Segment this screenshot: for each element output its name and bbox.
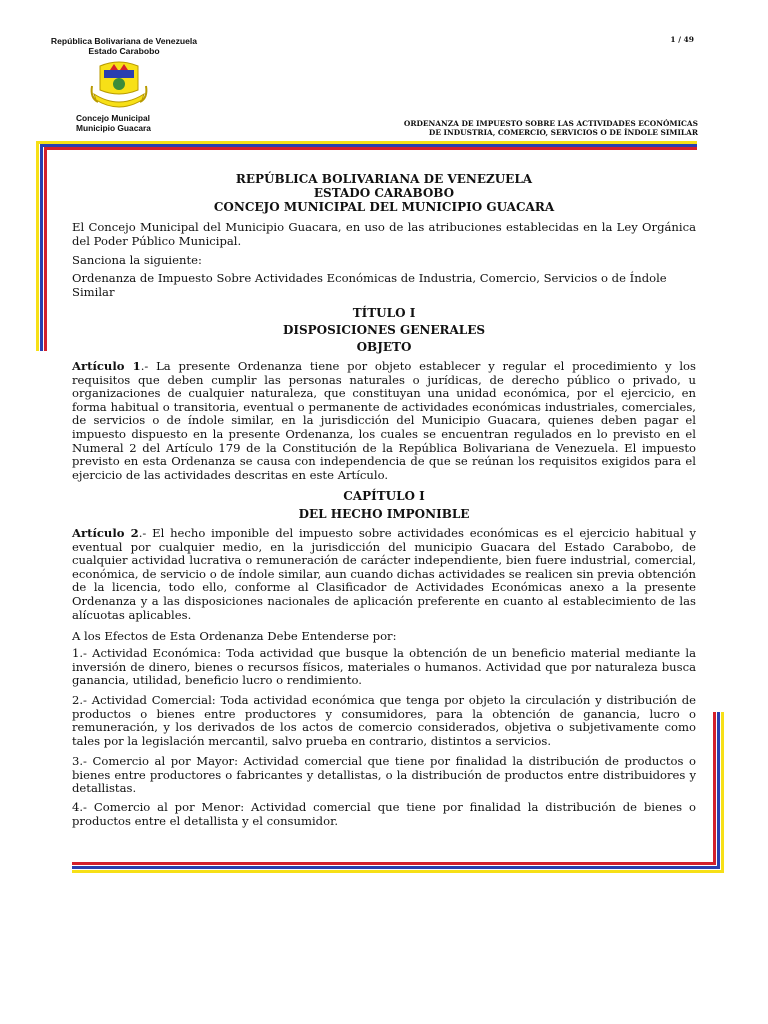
ordinance-name-paragraph: Ordenanza de Impuesto Sobre Actividades Económicas de Industria, Comercio, Servicios o de Índole Similar (72, 271, 667, 299)
frame-left-yellow (36, 141, 39, 351)
header-council-line2: Municipio Guacara (76, 123, 151, 133)
definition-2: 2.- Actividad Comercial: Toda actividad económica que tenga por objeto la circulación y distribución de productos o bienes entre productores y consumidores, para la obtención de ganancia, lucro o remuneración, y los derivados de los actos de comercio considerados, objetiva o subjetivamente como tales por la legislación mercantil, salvo prueba en contrario, distintos a servicios. (72, 693, 696, 748)
frame-right-red (713, 712, 716, 865)
frame-top-red (44, 147, 697, 150)
frame-left-blue (40, 144, 43, 351)
chapter-heading: CAPÍTULO I (343, 489, 425, 503)
frame-top-yellow (36, 141, 697, 144)
frame-top-blue (40, 144, 697, 147)
frame-bottom-red (72, 862, 716, 865)
frame-right-blue (717, 712, 720, 869)
article-2-text: .- El hecho imponible del impuesto sobre actividades económicas es el ejercicio habitual y eventual por cualquier medio, en la jurisdicción del municipio Guacara del Estado Carabobo, de cualquier actividad lucrativa o remuneración de carácter independiente, bien fuere industrial, comercial, económica, de servicio o de índole similar, aun cuando dichas actividades se realicen sin previa obtención de la licencia, todo ello, conforme al Clasificador de Actividades Económicas anexo a la presente Ordenanza y a las disposiciones nacionales de aplicación preferente en cuanto al establecimiento de las alícuotas aplicables. (72, 526, 696, 622)
efectos-paragraph: A los Efectos de Esta Ordenanza Debe Entenderse por: (72, 629, 397, 643)
frame-left-red (44, 147, 47, 351)
frame-right-yellow (721, 712, 724, 873)
chapter-name-heading: DEL HECHO IMPONIBLE (298, 507, 470, 521)
heading-republic: REPÚBLICA BOLIVARIANA DE VENEZUELA (235, 172, 533, 186)
heading-council: CONCEJO MUNICIPAL DEL MUNICIPIO GUACARA (213, 200, 555, 214)
definition-4: 4.- Comercio al por Menor: Actividad comercial que tiene por finalidad la distribución de bienes o productos entre el detallista y el consumidor. (72, 800, 696, 828)
header-council-line1: Concejo Municipal (76, 113, 150, 123)
article-2-label: Artículo 2 (72, 526, 139, 540)
sanciona-paragraph: Sanciona la siguiente: (72, 253, 202, 267)
header-state: Estado Carabobo (88, 46, 160, 56)
title-heading: TÍTULO I (352, 306, 416, 320)
article-2-paragraph (72, 527, 696, 622)
header-republic: República Bolivariana de Venezuela (50, 36, 198, 46)
ordinance-header-line1: ORDENANZA DE IMPUESTO SOBRE LAS ACTIVIDADES ECONÓMICAS (403, 119, 698, 128)
heading-state: ESTADO CARABOBO (313, 186, 455, 200)
frame-bottom-blue (72, 866, 720, 869)
ordinance-header-line2: DE INDUSTRIA, COMERCIO, SERVICIOS O DE ÍNDOLE SIMILAR (428, 128, 698, 137)
definition-1: 1.- Actividad Económica: Toda actividad que busque la obtención de un beneficio material mediante la inversión de dinero, bienes o recursos físicos, materiales o humanos. Actividad que por naturaleza busca ganancia, utilidad, beneficio lucro o rendimiento. (72, 646, 696, 688)
page-number: 1 / 49 (670, 35, 694, 44)
definition-3: 3.- Comercio al por Mayor: Actividad comercial que tiene por finalidad la distribución de productos o bienes entre productores o fabricantes y detallistas, o la distribución de productos entre distribuidores y detallistas. (72, 754, 696, 796)
municipal-seal-icon (88, 56, 150, 114)
objeto-heading: OBJETO (356, 340, 412, 354)
intro-paragraph: El Concejo Municipal del Municipio Guacara, en uso de las atribuciones establecidas en la Ley Orgánica del Poder Público Municipal. (72, 220, 696, 248)
title-name-heading: DISPOSICIONES GENERALES (282, 323, 486, 337)
article-1-text: .- La presente Ordenanza tiene por objeto establecer y regular el procedimiento y los requisitos que deben cumplir las personas naturales o jurídicas, de derecho público o privado, u organizaciones de cualquier naturaleza, que constituyan una unidad económica, por el ejercicio, en forma habitual o transitoria, eventual o permanente de actividades económicas industriales, comerciales, de servicios o de índole similar, en la jurisdicción del Municipio Guacara, quienes deben pagar el impuesto dispuesto en la presente Ordenanza, los cuales se encuentran regulados en lo previsto en el Numeral 2 del Artículo 179 de la Constitución de la República Bolivariana de Venezuela. El impuesto previsto en esta Ordenanza se causa con independencia de que se reúnan los requisitos exigidos para el ejercicio de las actividades descritas en este Artículo. (72, 359, 696, 482)
frame-bottom-yellow (72, 870, 724, 873)
article-1-paragraph (72, 360, 696, 482)
article-1-label: Artículo 1 (72, 359, 141, 373)
